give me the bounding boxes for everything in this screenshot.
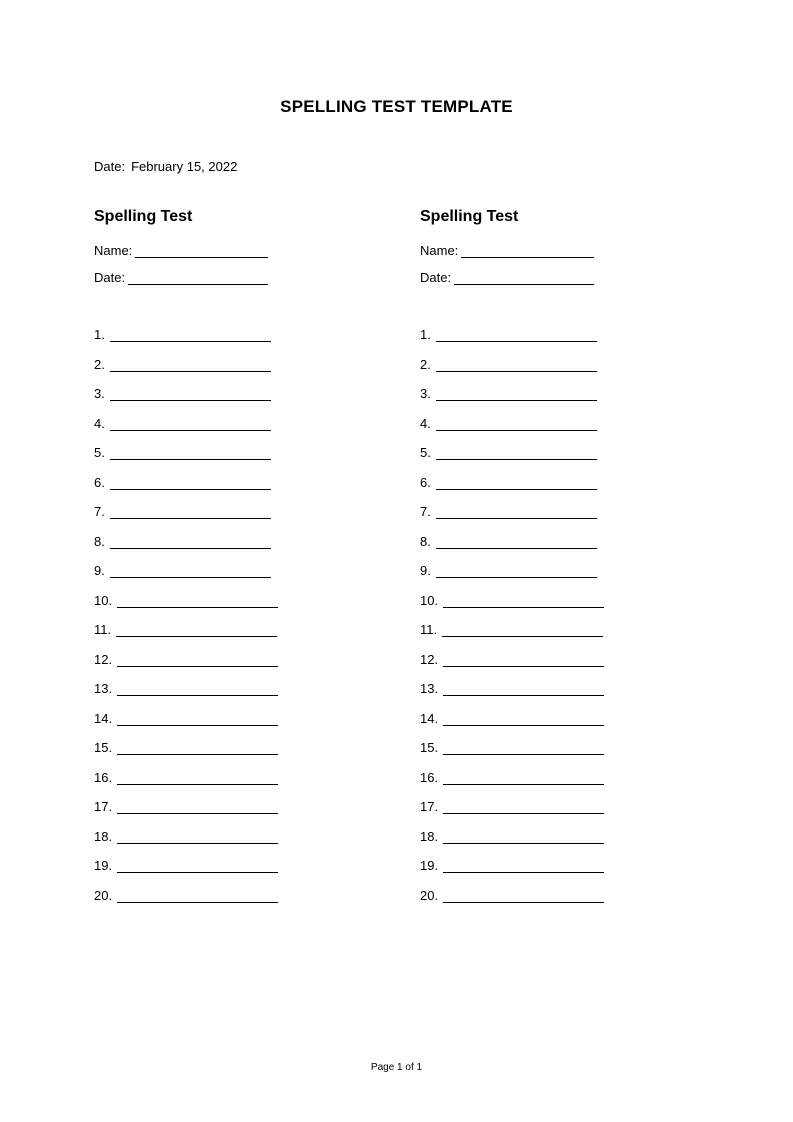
answer-line[interactable] <box>443 652 604 667</box>
name-label: Name: <box>94 243 133 258</box>
page-title: SPELLING TEST TEMPLATE <box>280 97 513 116</box>
answer-row <box>420 649 604 667</box>
answer-number: 6. <box>420 474 431 490</box>
answer-row <box>94 590 278 608</box>
answer-number: 10. <box>420 592 439 608</box>
answer-line[interactable] <box>117 770 278 785</box>
answer-row <box>420 826 604 844</box>
date-field-label: Date: <box>420 270 452 285</box>
answer-row <box>94 354 271 372</box>
name-input-line[interactable] <box>135 243 268 258</box>
answer-number: 12. <box>420 651 439 667</box>
answer-number: 5. <box>420 445 431 460</box>
answer-row <box>420 531 597 549</box>
answer-row <box>94 796 278 814</box>
name-field-row <box>420 240 594 258</box>
answer-line[interactable] <box>117 888 278 903</box>
answer-line[interactable] <box>110 534 271 549</box>
answer-row <box>420 413 597 431</box>
answer-line[interactable] <box>116 622 277 637</box>
answer-row <box>94 531 271 549</box>
answer-row <box>94 826 278 844</box>
answer-number: 10. <box>94 592 113 608</box>
answer-number: 1. <box>420 327 431 342</box>
name-field-row <box>94 240 268 258</box>
answer-row <box>420 560 597 578</box>
answer-row <box>420 737 604 755</box>
answer-number: 15. <box>420 740 439 755</box>
answer-row <box>420 619 603 637</box>
answer-row <box>94 619 277 637</box>
answer-number: 14. <box>420 710 439 726</box>
answer-number: 6. <box>94 474 105 490</box>
answer-number: 11. <box>420 622 438 637</box>
answer-line[interactable] <box>436 563 597 578</box>
answer-line[interactable] <box>436 504 597 519</box>
answer-row <box>94 442 271 460</box>
answer-line[interactable] <box>117 799 278 814</box>
answer-line[interactable] <box>110 445 271 460</box>
spelling-test-column-left <box>94 206 394 903</box>
answer-number: 14. <box>94 710 113 726</box>
answer-number: 20. <box>94 887 113 903</box>
answer-row <box>420 590 604 608</box>
answer-row <box>420 767 604 785</box>
answer-row <box>420 442 597 460</box>
answer-number: 3. <box>94 386 105 401</box>
answer-number: 12. <box>94 651 113 667</box>
spelling-test-column-right <box>420 206 720 903</box>
answer-number: 3. <box>420 386 431 401</box>
page-footer: Page 1 of 1 <box>370 1062 423 1073</box>
answer-number: 16. <box>420 769 439 785</box>
answer-row <box>94 324 271 342</box>
answer-row <box>94 885 278 903</box>
answer-line[interactable] <box>110 563 271 578</box>
answer-number: 1. <box>94 327 105 342</box>
answer-row <box>94 855 278 873</box>
name-label: Name: <box>420 243 459 258</box>
answer-line[interactable] <box>436 327 597 342</box>
column-heading: Spelling Test <box>420 208 519 225</box>
answer-row <box>420 678 604 696</box>
document-date <box>94 159 237 174</box>
answer-row <box>420 796 604 814</box>
answer-number: 18. <box>420 828 439 844</box>
date-input-line[interactable] <box>128 270 268 285</box>
answer-row <box>420 708 604 726</box>
answer-line[interactable] <box>110 386 271 401</box>
answer-number: 20. <box>420 887 439 903</box>
answer-number: 19. <box>94 858 113 873</box>
answer-line[interactable] <box>436 416 597 431</box>
answer-line[interactable] <box>110 416 271 431</box>
answer-row <box>420 885 604 903</box>
date-input-line[interactable] <box>454 270 594 285</box>
answer-row <box>94 472 271 490</box>
answer-number: 11. <box>94 622 112 637</box>
answer-line[interactable] <box>436 534 597 549</box>
answer-line[interactable] <box>117 681 278 696</box>
answer-row <box>420 383 597 401</box>
answer-line[interactable] <box>443 593 604 608</box>
answer-line[interactable] <box>117 593 278 608</box>
answer-line[interactable] <box>117 740 278 755</box>
date-field-label: Date: <box>94 270 126 285</box>
answer-line[interactable] <box>117 829 278 844</box>
answer-number: 15. <box>94 740 113 755</box>
answer-number: 2. <box>420 356 431 372</box>
answer-number: 9. <box>420 563 431 578</box>
answer-number: 7. <box>420 504 431 519</box>
answer-number: 18. <box>94 828 113 844</box>
answer-row <box>94 383 271 401</box>
answer-number: 8. <box>420 533 431 549</box>
answer-row <box>420 354 597 372</box>
date-field-row <box>94 267 268 285</box>
answer-row <box>420 324 597 342</box>
answer-line[interactable] <box>117 652 278 667</box>
answer-row <box>94 708 278 726</box>
answer-number: 5. <box>94 445 105 460</box>
answer-line[interactable] <box>110 475 271 490</box>
answer-number: 13. <box>94 681 113 696</box>
date-label: Date: <box>94 159 126 174</box>
answer-row <box>94 737 278 755</box>
answer-row <box>94 501 271 519</box>
answer-row <box>94 678 278 696</box>
answer-row <box>94 560 271 578</box>
answer-line[interactable] <box>436 475 597 490</box>
answer-line[interactable] <box>436 445 597 460</box>
answer-number: 17. <box>94 799 113 814</box>
answer-line[interactable] <box>436 357 597 372</box>
date-field-row <box>420 267 594 285</box>
answer-number: 4. <box>420 415 431 431</box>
answer-number: 2. <box>94 356 105 372</box>
answer-row <box>420 855 604 873</box>
answer-line[interactable] <box>443 681 604 696</box>
answer-line[interactable] <box>110 504 271 519</box>
answer-line[interactable] <box>443 799 604 814</box>
answer-number: 17. <box>420 799 439 814</box>
answer-line[interactable] <box>442 622 603 637</box>
name-input-line[interactable] <box>461 243 594 258</box>
answer-line[interactable] <box>443 858 604 873</box>
answer-line[interactable] <box>110 327 271 342</box>
answer-line[interactable] <box>117 711 278 726</box>
answer-line[interactable] <box>110 357 271 372</box>
answer-number: 19. <box>420 858 439 873</box>
column-heading: Spelling Test <box>94 208 193 225</box>
answer-number: 4. <box>94 415 105 431</box>
answer-row <box>94 649 278 667</box>
answer-line[interactable] <box>443 711 604 726</box>
answer-number: 8. <box>94 533 105 549</box>
answer-row <box>94 767 278 785</box>
answer-number: 13. <box>420 681 439 696</box>
answer-line[interactable] <box>443 740 604 755</box>
answer-line[interactable] <box>443 770 604 785</box>
answer-line[interactable] <box>443 888 604 903</box>
answer-number: 7. <box>94 504 105 519</box>
answer-line[interactable] <box>443 829 604 844</box>
date-value: February 15, 2022 <box>131 159 238 174</box>
answer-row <box>420 501 597 519</box>
answer-row <box>94 413 271 431</box>
answer-line[interactable] <box>117 858 278 873</box>
answer-number: 9. <box>94 563 105 578</box>
answer-line[interactable] <box>436 386 597 401</box>
answer-row <box>420 472 597 490</box>
answer-number: 16. <box>94 769 113 785</box>
